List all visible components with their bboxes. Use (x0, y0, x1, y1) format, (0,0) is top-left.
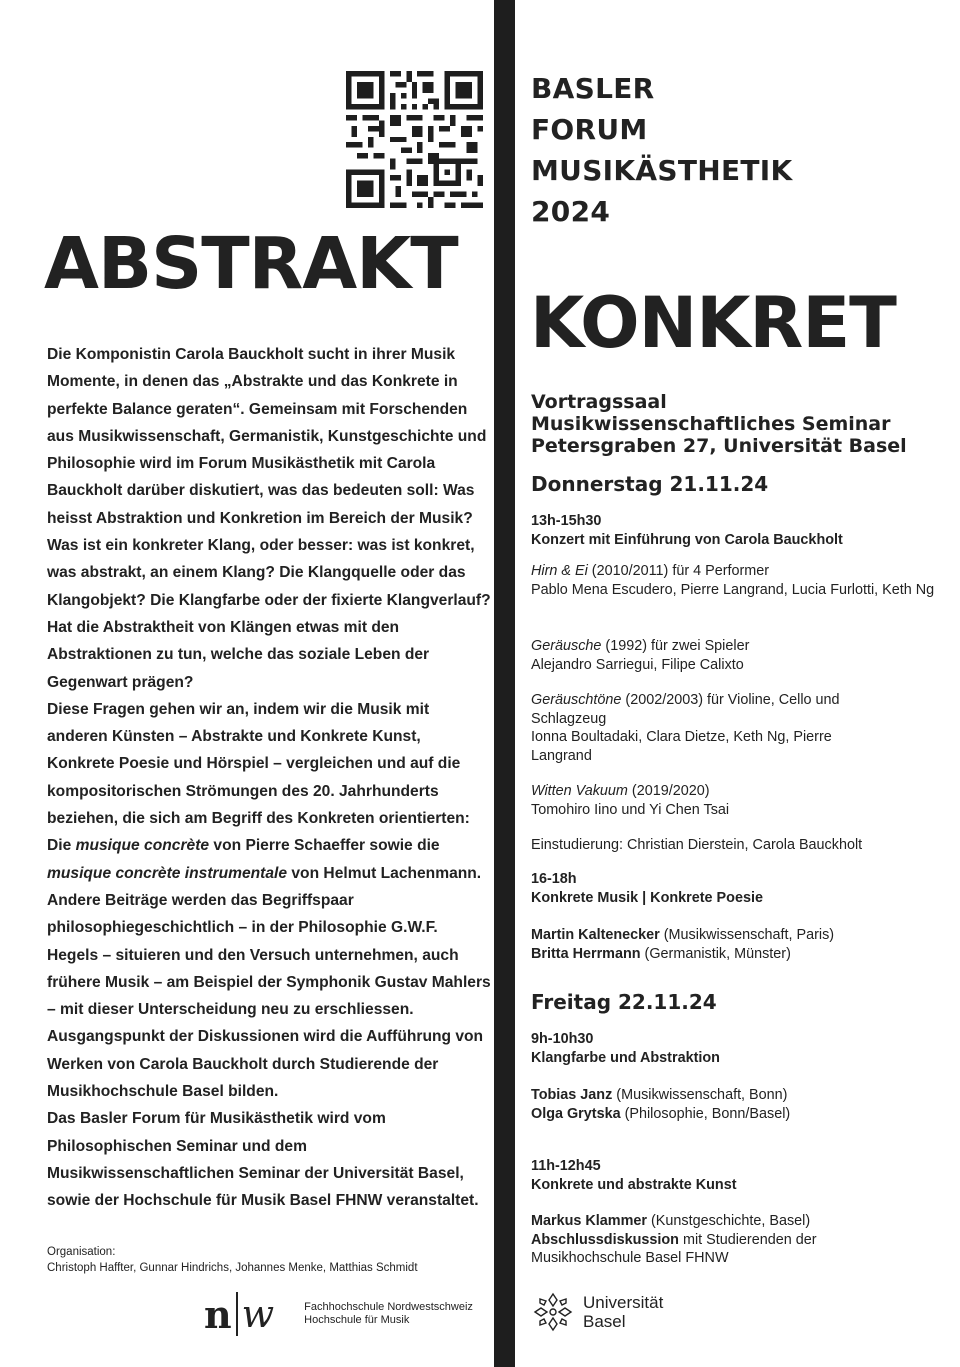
fhnw-mark: n w (204, 1291, 275, 1337)
friday-session-1-speakers: Tobias Janz (Musikwissenschaft, Bonn) Olga Grytska (Philosophie, Bonn/Basel) (531, 1087, 791, 1122)
thursday-session-2: 16-18h Konkrete Musik | Konkrete Poesie (531, 871, 763, 906)
intro-paragraph-1: Die Komponistin Carola Bauckholt sucht in ihrer Musik Momente, in denen das „Abstrakte und das Konkrete in perfekte Balance geraten“. Gemeinsam mit Forschenden aus Musikwissenschaft, Germanistik, Kunstgeschichte und Philosophie wird im Forum Musikästhetik mit Carola Bauckholt darüber diskutiert, was das bedeuten soll: Was heisst Abstraktion und Konkretion im Bereich der Musik? Was ist ein konkreter Klang, oder besser: was ist konkret, was abstrakt, an einem Klang? Die Klangquelle oder das Klangobjekt? Die Klangfarbe oder der fixierte Klangverlauf? Hat die Abstraktheit von Klängen etwas mit den Abstraktionen zu tun, welche das soziale Leben der Gegenwart prägen? (47, 346, 491, 691)
title-konkret: KONKRET (530, 282, 896, 364)
qr-code[interactable] (346, 71, 483, 208)
thursday-session-1: 13h-15h30 Konzert mit Einführung von Carola Bauckholt (531, 513, 843, 548)
forum-title (531, 68, 793, 232)
work-geraeuschtoene: Geräuschtöne (2002/2003) für Violine, Cello und Schlagzeug Ionna Boultadaki, Clara Dietze, Keth Ng, Pierre Langrand (531, 692, 840, 765)
unibas-logo (531, 1290, 663, 1334)
work-hirn-ei: Hirn & Ei (2010/2011) für 4 Performer Pablo Mena Escudero, Pierre Langrand, Lucia Furlotti, Keth Ng (531, 563, 935, 598)
forum-line-1: BASLER (531, 72, 655, 105)
intro-paragraph-3: Ausgangspunkt der Diskussionen wird die Aufführung von Werken von Carola Bauckholt durch Studierende der Musikhochschule Basel bilden. (47, 1028, 484, 1101)
title-abstrakt: ABSTRAKT (44, 222, 458, 305)
fhnw-logo (204, 1290, 473, 1338)
organisation-label: Organisation: (47, 1246, 116, 1258)
fhnw-name: Fachhochschule Nordwestschweiz Hochschule für Musik (304, 1301, 473, 1326)
forum-line-4: 2024 (531, 195, 611, 228)
work-geraeusche: Geräusche (1992) für zwei Spieler Alejandro Sarriegui, Filipe Calixto (531, 638, 750, 673)
venue: Vortragssaal Musikwissenschaftliches Seminar Petersgraben 27, Universität Basel (531, 391, 907, 457)
friday-session-2-speakers: Markus Klammer (Kunstgeschichte, Basel) Abschlussdiskussion mit Studierenden der Musikhochschule Basel FHNW (531, 1213, 817, 1267)
intro-paragraph-2: Diese Fragen gehen wir an, indem wir die Musik mit anderen Künsten – Abstrakte und Konkrete Kunst, Konkrete Poesie und Hörspiel – vergleichen und auf die kompositorischen Strömungen des 20. Jahrhunderts beziehen, die sich am Begriff des Konkreten orientierten: Die musique concrète von Pierre Schaeffer sowie die musique concrète instrumentale von Helmut Lachenmann. Andere Beiträge werden das Begriffspaar philosophiegeschichtlich – in der Philosophie G.W.F. Hegels – situieren und den Versuch unternehmen, auch frühere Musik – am Beispiel der Symphonik Gustav Mahlers – mit dieser Unterscheidung neu zu erschliessen. (47, 700, 491, 1019)
forum-line-2: FORUM (531, 113, 648, 146)
intro-paragraph-4: Das Basler Forum für Musikästhetik wird vom Philosophischen Seminar und dem Musikwissenschaftlichen Seminar der Universität Basel, sowie der Hochschule für Musik Basel FHNW veranstaltet. (47, 1110, 479, 1210)
friday-heading: Freitag 22.11.24 (531, 990, 717, 1014)
thursday-speakers: Martin Kaltenecker (Musikwissenschaft, Paris) Britta Herrmann (Germanistik, Münster) (531, 927, 835, 962)
intro-text (47, 341, 492, 1215)
forum-line-3: MUSIKÄSTHETIK (531, 154, 793, 187)
rehearsal-credit: Einstudierung: Christian Dierstein, Carola Bauckholt (531, 837, 863, 853)
organisation (47, 1244, 418, 1276)
thursday-heading: Donnerstag 21.11.24 (531, 472, 769, 496)
organisation-names: Christoph Haffter, Gunnar Hindrichs, Johannes Menke, Matthias Schmidt (47, 1262, 418, 1274)
friday-session-2: 11h-12h45 Konkrete und abstrakte Kunst (531, 1158, 737, 1193)
center-divider-bar (494, 0, 515, 1367)
friday-session-1: 9h-10h30 Klangfarbe und Abstraktion (531, 1031, 720, 1066)
unibas-name: Universität Basel (583, 1293, 664, 1331)
work-witten-vakuum: Witten Vakuum (2019/2020) Tomohiro Iino und Yi Chen Tsai (531, 783, 730, 818)
unibas-emblem-icon (531, 1290, 575, 1334)
